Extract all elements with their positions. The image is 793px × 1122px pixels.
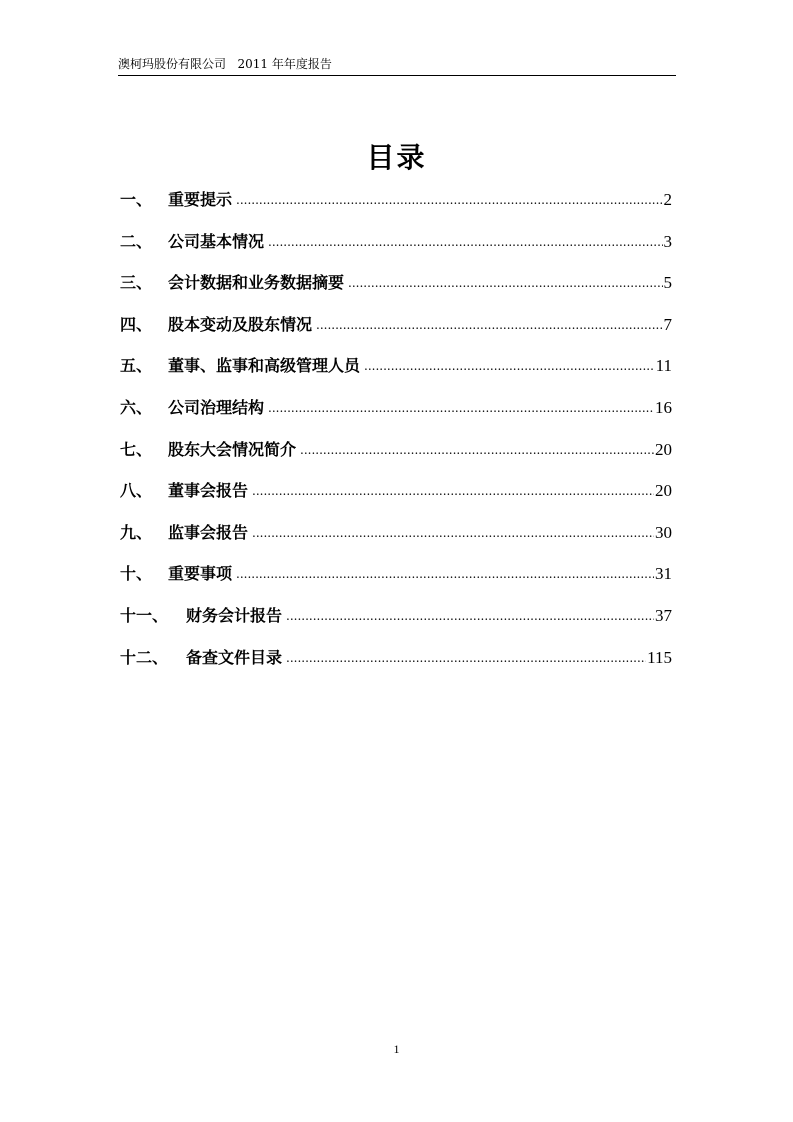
- toc-entry[interactable]: [120, 521, 672, 563]
- toc-entry-page: 31: [655, 564, 672, 584]
- toc-entry-page: 3: [663, 231, 672, 251]
- toc-entry[interactable]: [120, 604, 672, 646]
- toc-entry-number: 十一、: [120, 605, 169, 625]
- toc-entry-number: 七、: [120, 439, 153, 459]
- toc-entry[interactable]: [120, 230, 672, 272]
- toc-dot-leader: [268, 230, 662, 254]
- toc-entry-label: 会计数据和业务数据摘要: [168, 273, 345, 293]
- toc-entry-label: 公司治理结构: [168, 397, 265, 417]
- toc-entry[interactable]: [120, 562, 672, 604]
- toc-entry-page: 37: [655, 605, 672, 625]
- toc-entry-page: 7: [663, 314, 672, 334]
- toc-entry-page: 5: [663, 273, 672, 293]
- toc-entry[interactable]: [120, 396, 672, 438]
- toc-entry-number: 六、: [120, 397, 153, 417]
- toc-entry-label: 董事会报告: [168, 481, 249, 501]
- toc-entry[interactable]: [120, 479, 672, 521]
- toc-entry-page: 20: [655, 481, 672, 501]
- toc-entry-page: 16: [655, 397, 672, 417]
- toc-entry-number: 二、: [120, 231, 153, 251]
- toc-entry-label: 重要事项: [168, 564, 233, 584]
- toc-entry-number: 五、: [120, 356, 153, 376]
- toc-entry[interactable]: [120, 646, 672, 688]
- toc-entry-label: 股东大会情况简介: [168, 439, 297, 459]
- toc-entry-number: 十、: [120, 564, 153, 584]
- toc-dot-leader: [252, 479, 654, 503]
- page-header: [118, 57, 676, 76]
- toc-entry-number: 三、: [120, 273, 153, 293]
- toc-dot-leader: [236, 188, 662, 212]
- toc-dot-leader: [252, 521, 654, 545]
- header-company: 澳柯玛股份有限公司: [118, 57, 227, 71]
- toc-entry-number: 九、: [120, 522, 153, 542]
- toc-entry-page: 20: [655, 439, 672, 459]
- toc-dot-leader: [316, 313, 662, 337]
- toc-entry-number: 八、: [120, 481, 153, 501]
- toc-dot-leader: [364, 354, 655, 378]
- toc-entry-label: 重要提示: [168, 190, 233, 209]
- toc-entry-label: 公司基本情况: [168, 231, 265, 251]
- toc-dot-leader: [286, 604, 654, 628]
- toc-dot-leader: [286, 646, 646, 670]
- toc-entry-label: 董事、监事和高级管理人员: [168, 356, 361, 376]
- toc-entry-label: 监事会报告: [168, 522, 249, 542]
- toc-entry-label: 股本变动及股东情况: [168, 314, 313, 334]
- toc-entry[interactable]: [120, 188, 672, 230]
- table-of-contents: [120, 188, 672, 687]
- toc-entry-label: 财务会计报告: [186, 605, 283, 625]
- toc-title: 目录: [366, 141, 427, 174]
- toc-entry[interactable]: [120, 313, 672, 355]
- toc-dot-leader: [300, 438, 654, 462]
- toc-entry[interactable]: [120, 271, 672, 313]
- toc-dot-leader: [236, 562, 654, 586]
- toc-entry[interactable]: [120, 438, 672, 480]
- toc-entry-page: 115: [647, 647, 672, 667]
- page-number: 1: [393, 1042, 400, 1056]
- toc-entry-number: 四、: [120, 314, 153, 334]
- toc-entry-page: 11: [655, 356, 672, 376]
- toc-dot-leader: [348, 271, 662, 295]
- header-report-title: 2011 年年度报告: [237, 57, 332, 71]
- toc-dot-leader: [268, 396, 654, 420]
- toc-entry-page: 30: [655, 522, 672, 542]
- toc-entry[interactable]: [120, 354, 672, 396]
- toc-entry-page: 2: [663, 190, 672, 209]
- toc-entry-number: 一、: [120, 190, 153, 209]
- toc-entry-number: 十二、: [120, 647, 169, 667]
- toc-entry-label: 备查文件目录: [186, 647, 283, 667]
